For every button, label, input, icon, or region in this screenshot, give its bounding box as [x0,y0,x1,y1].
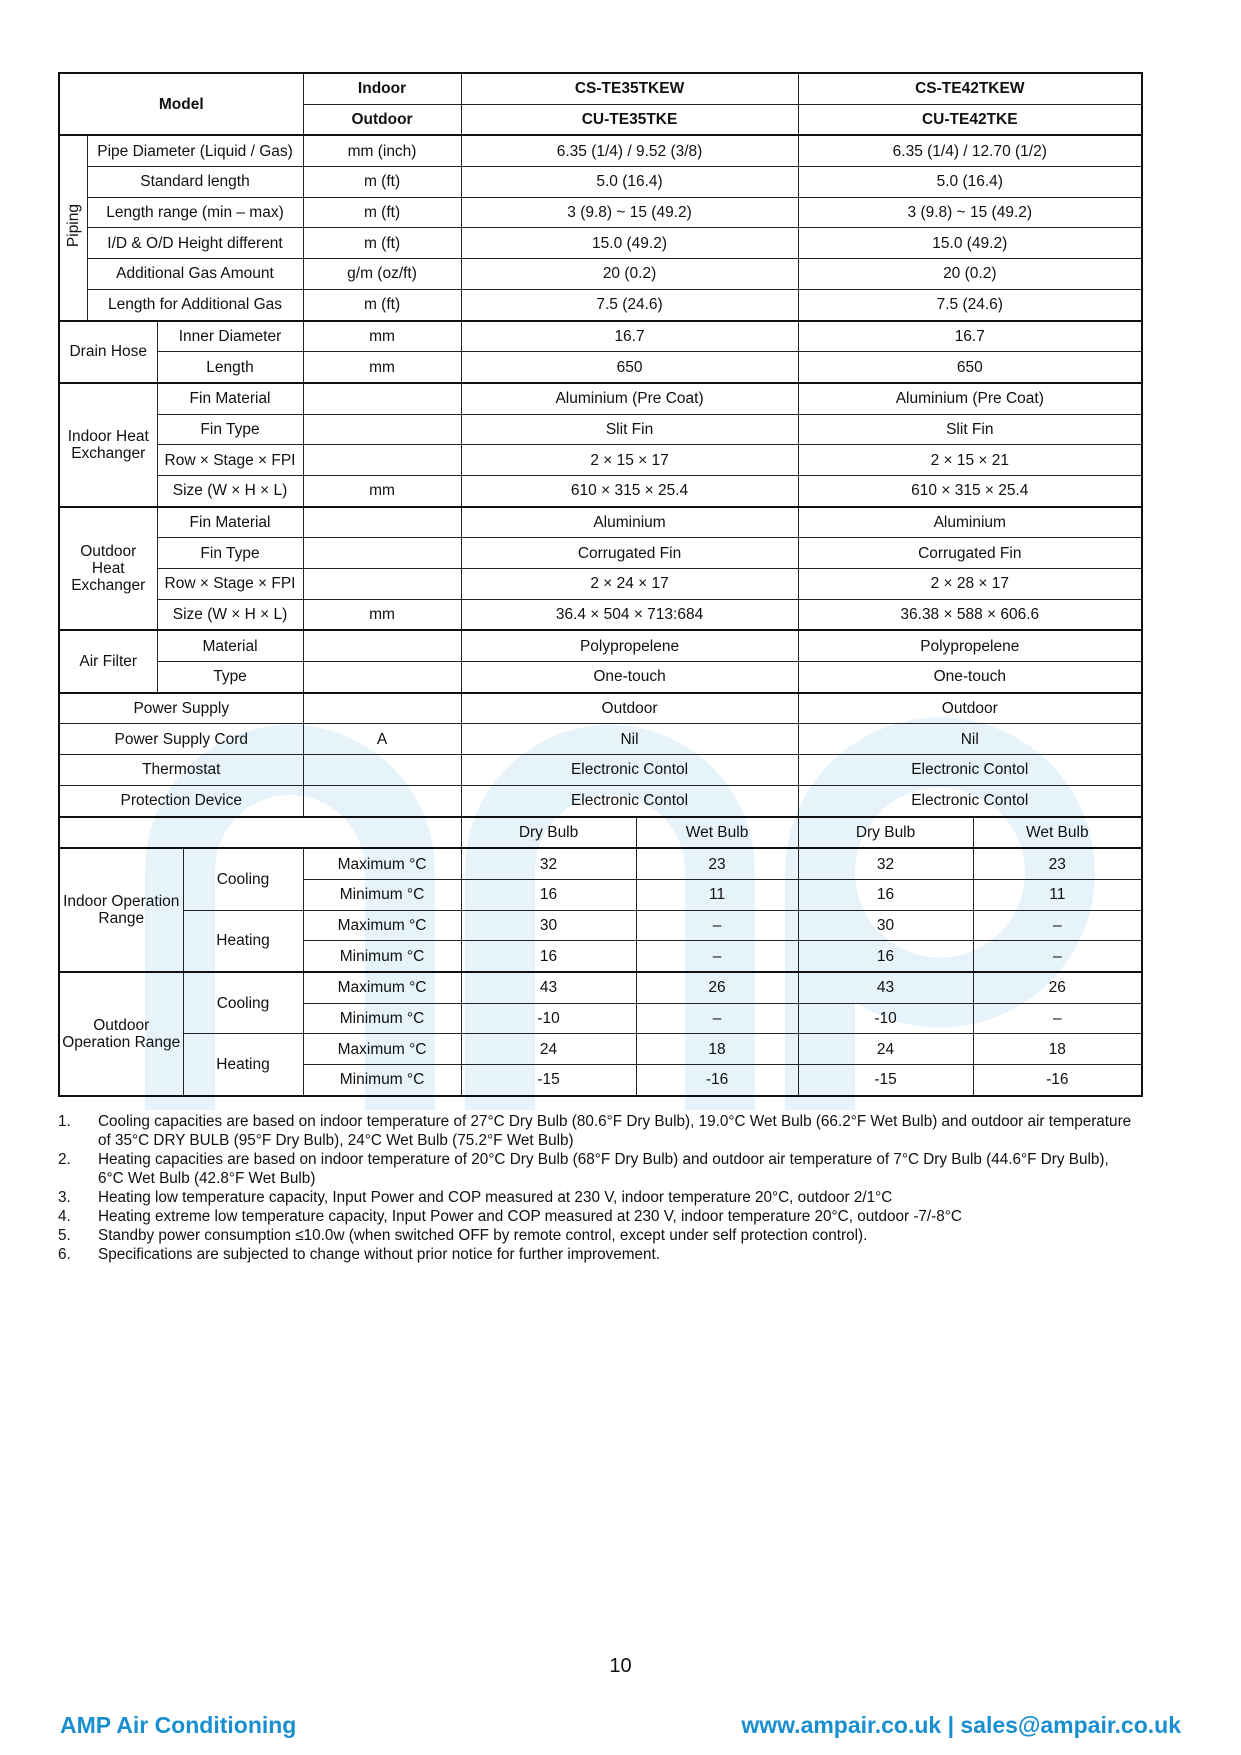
row-value-2: 5.0 (16.4) [798,167,1142,198]
row-value-1: 20 (0.2) [461,259,798,290]
cell-value: 30 [461,910,636,941]
row-label: Length range (min – max) [87,197,303,228]
row-label: Protection Device [59,785,303,816]
notes-list [58,1112,1138,1264]
outdoor-model-2: CU-TE42TKE [798,104,1142,135]
row-label: Power Supply Cord [59,724,303,755]
table-row [59,383,1142,414]
cell-value: -16 [973,1065,1142,1096]
table-row [59,599,1142,630]
row-value-1: 3 (9.8) ~ 15 (49.2) [461,197,798,228]
cell-value: 18 [636,1034,798,1065]
row-value-2: Corrugated Fin [798,538,1142,569]
footer-company: AMP Air Conditioning [60,1712,297,1738]
cell-value: 43 [798,972,973,1003]
row-value-2: Aluminium [798,507,1142,538]
cell-value: 16 [461,941,636,972]
drain-hose-group-label: Drain Hose [59,321,157,383]
table-row [59,910,1142,941]
row-value-2: Nil [798,724,1142,755]
table-row [59,1034,1142,1065]
row-label: Minimum °C [303,941,461,972]
row-unit: A [303,724,461,755]
footer-contact[interactable]: www.ampair.co.uk | sales@ampair.co.uk [741,1712,1181,1738]
row-value-1: 5.0 (16.4) [461,167,798,198]
row-value-1: 650 [461,352,798,383]
row-label: Minimum °C [303,879,461,910]
row-value-2: Electronic Contol [798,785,1142,816]
row-label: Maximum °C [303,848,461,879]
cell-value: – [973,1003,1142,1034]
cell-value: 26 [636,972,798,1003]
cell-value: – [636,910,798,941]
row-value-2: Outdoor [798,693,1142,724]
row-unit: mm [303,475,461,506]
row-unit: mm [303,599,461,630]
note-item: 4. Heating extreme low temperature capacity, Input Power and COP measured at 230 V, indoor temperature 20°C, outdoor -7/-8°C [58,1208,962,1225]
row-label: Row × Stage × FPI [157,445,303,476]
note-item: 5. Standby power consumption ≤10.0w (when switched OFF by remote control, except under self protection control). [58,1227,868,1244]
table-row [59,259,1142,290]
row-value-1: Outdoor [461,693,798,724]
row-label: Length [157,352,303,383]
row-unit [303,538,461,569]
cell-value: -15 [461,1065,636,1096]
table-row [59,475,1142,506]
range-header-blank [59,817,461,849]
outdoor-model-1: CU-TE35TKE [461,104,798,135]
row-unit: m (ft) [303,289,461,320]
row-label: I/D & O/D Height different [87,228,303,259]
cell-value: 23 [973,848,1142,879]
table-row [59,785,1142,816]
row-value-2: 2 × 15 × 21 [798,445,1142,476]
note-item: 3. Heating low temperature capacity, Input Power and COP measured at 230 V, indoor temperature 20°C, outdoor 2/1°C [58,1189,893,1206]
cell-value: 16 [461,879,636,910]
outdoor-range-group-label: Outdoor Operation Range [59,972,183,1096]
cell-value: -10 [461,1003,636,1034]
row-value-1: Electronic Contol [461,755,798,786]
table-row [59,507,1142,538]
row-unit [303,569,461,600]
row-label: Pipe Diameter (Liquid / Gas) [87,135,303,166]
row-value-2: 650 [798,352,1142,383]
cell-value: -15 [798,1065,973,1096]
row-label: Type [157,662,303,693]
row-value-1: Nil [461,724,798,755]
row-unit: m (ft) [303,228,461,259]
cell-value: 11 [973,879,1142,910]
cell-value: 26 [973,972,1142,1003]
specification-table [58,72,1143,1097]
table-row [59,289,1142,320]
row-label: Power Supply [59,693,303,724]
row-label: Maximum °C [303,910,461,941]
row-label: Fin Material [157,507,303,538]
row-value-2: 16.7 [798,321,1142,352]
cell-value: -10 [798,1003,973,1034]
row-value-1: 15.0 (49.2) [461,228,798,259]
row-value-1: 16.7 [461,321,798,352]
table-row [59,848,1142,879]
cell-value: 43 [461,972,636,1003]
row-value-1: 7.5 (24.6) [461,289,798,320]
row-value-1: Aluminium (Pre Coat) [461,383,798,414]
row-unit [303,383,461,414]
model-header: Model [59,73,303,135]
row-label: Size (W × H × L) [157,599,303,630]
cell-value: 16 [798,879,973,910]
row-value-2: 36.38 × 588 × 606.6 [798,599,1142,630]
row-value-1: Aluminium [461,507,798,538]
table-row [59,817,1142,849]
row-value-2: Slit Fin [798,414,1142,445]
row-label: Thermostat [59,755,303,786]
row-value-2: Polypropelene [798,630,1142,661]
table-row [59,662,1142,693]
row-unit: m (ft) [303,167,461,198]
table-row [59,569,1142,600]
table-row [59,135,1142,166]
row-label: Minimum °C [303,1003,461,1034]
mode-label: Heating [183,1034,303,1096]
table-row [59,321,1142,352]
row-unit: g/m (oz/ft) [303,259,461,290]
indoor-hx-group-label: Indoor Heat Exchanger [59,383,157,507]
row-unit: mm [303,352,461,383]
row-value-2: 610 × 315 × 25.4 [798,475,1142,506]
table-row [59,167,1142,198]
row-unit [303,693,461,724]
row-label: Size (W × H × L) [157,475,303,506]
row-value-1: Electronic Contol [461,785,798,816]
row-value-2: 6.35 (1/4) / 12.70 (1/2) [798,135,1142,166]
table-row [59,693,1142,724]
cell-value: -16 [636,1065,798,1096]
row-value-1: 2 × 15 × 17 [461,445,798,476]
row-label: Fin Material [157,383,303,414]
cell-value: 16 [798,941,973,972]
cell-value: – [636,1003,798,1034]
cell-value: 32 [461,848,636,879]
note-item: 6. Specifications are subjected to change without prior notice for further improvement. [58,1246,661,1263]
cell-value: – [973,910,1142,941]
outdoor-hx-group-label: Outdoor Heat Exchanger [59,507,157,631]
row-value-1: One-touch [461,662,798,693]
wet-bulb-header-2: Wet Bulb [973,817,1142,849]
row-unit [303,414,461,445]
note-item: 1. Cooling capacities are based on indoor temperature of 27°C Dry Bulb (80.6°F Dry Bulb), 19.0°C Wet Bulb (66.2°F Wet Bulb) and outdoor air temperature of 35°C DRY BULB (95°F Dry Bulb), 24°C Wet Bulb (75.2°F Wet Bulb) [58,1113,1132,1149]
row-unit [303,785,461,816]
cell-value: 30 [798,910,973,941]
indoor-model-2: CS-TE42TKEW [798,73,1142,104]
table-row [59,630,1142,661]
table-row [59,197,1142,228]
row-label: Additional Gas Amount [87,259,303,290]
row-unit [303,662,461,693]
row-label: Material [157,630,303,661]
row-value-1: 6.35 (1/4) / 9.52 (3/8) [461,135,798,166]
row-unit [303,445,461,476]
row-value-2: 20 (0.2) [798,259,1142,290]
cell-value: 23 [636,848,798,879]
row-label: Maximum °C [303,972,461,1003]
table-row [59,755,1142,786]
cell-value: – [636,941,798,972]
dry-bulb-header-2: Dry Bulb [798,817,973,849]
row-value-1: Polypropelene [461,630,798,661]
row-value-2: 2 × 28 × 17 [798,569,1142,600]
page-number: 10 [609,1655,632,1677]
row-value-2: Aluminium (Pre Coat) [798,383,1142,414]
piping-group-label: Piping [59,135,87,320]
row-value-1: 610 × 315 × 25.4 [461,475,798,506]
indoor-header: Indoor [303,73,461,104]
cell-value: 24 [461,1034,636,1065]
row-label: Row × Stage × FPI [157,569,303,600]
row-unit [303,755,461,786]
wet-bulb-header-1: Wet Bulb [636,817,798,849]
row-label: Minimum °C [303,1065,461,1096]
row-value-2: One-touch [798,662,1142,693]
row-label: Fin Type [157,414,303,445]
outdoor-header: Outdoor [303,104,461,135]
row-label: Inner Diameter [157,321,303,352]
indoor-range-group-label: Indoor Operation Range [59,848,183,972]
cell-value: 18 [973,1034,1142,1065]
row-value-2: Electronic Contol [798,755,1142,786]
mode-label: Cooling [183,848,303,910]
cell-value: 24 [798,1034,973,1065]
mode-label: Cooling [183,972,303,1034]
cell-value: – [973,941,1142,972]
table-row [59,352,1142,383]
row-unit: mm [303,321,461,352]
row-unit: m (ft) [303,197,461,228]
row-unit: mm (inch) [303,135,461,166]
row-value-1: 2 × 24 × 17 [461,569,798,600]
row-unit [303,507,461,538]
note-item: 2. Heating capacities are based on indoor temperature of 20°C Dry Bulb (68°F Dry Bulb) and outdoor air temperature of 7°C Dry Bulb (44.6°F Dry Bulb), 6°C Wet Bulb (42.8°F Wet Bulb) [58,1151,1109,1187]
row-value-1: Corrugated Fin [461,538,798,569]
mode-label: Heating [183,910,303,972]
dry-bulb-header-1: Dry Bulb [461,817,636,849]
row-label: Fin Type [157,538,303,569]
row-label: Standard length [87,167,303,198]
indoor-model-1: CS-TE35TKEW [461,73,798,104]
table-row [59,414,1142,445]
row-label: Maximum °C [303,1034,461,1065]
row-value-2: 3 (9.8) ~ 15 (49.2) [798,197,1142,228]
table-row [59,445,1142,476]
row-unit [303,630,461,661]
row-label: Length for Additional Gas [87,289,303,320]
table-row [59,724,1142,755]
row-value-2: 15.0 (49.2) [798,228,1142,259]
table-row [59,972,1142,1003]
air-filter-group-label: Air Filter [59,630,157,692]
table-row [59,228,1142,259]
row-value-2: 7.5 (24.6) [798,289,1142,320]
row-value-1: Slit Fin [461,414,798,445]
row-value-1: 36.4 × 504 × 713:684 [461,599,798,630]
cell-value: 11 [636,879,798,910]
table-row [59,538,1142,569]
cell-value: 32 [798,848,973,879]
